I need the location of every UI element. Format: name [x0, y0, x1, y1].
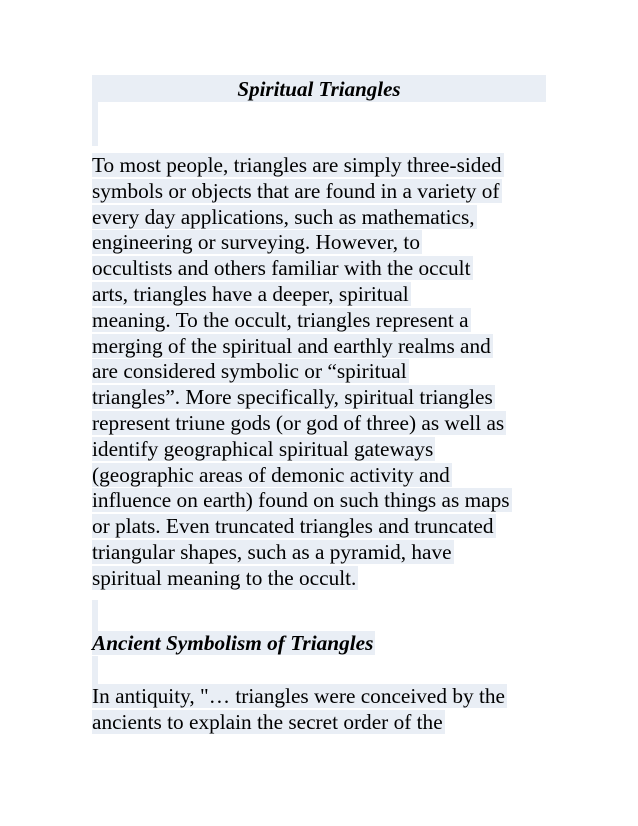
text-line: merging of the spiritual and earthly realms and	[92, 333, 491, 358]
text-line: engineering or surveying. However, to	[92, 230, 420, 255]
margin-highlight-bar	[92, 102, 98, 146]
text-line: spiritual meaning to the occult.	[92, 565, 357, 590]
margin-highlight-bar	[92, 656, 98, 686]
paragraph-intro	[92, 153, 548, 592]
paragraph-antiquity	[92, 684, 548, 736]
document-title: Spiritual Triangles	[237, 77, 401, 101]
text-line: occultists and others familiar with the occult	[92, 256, 471, 281]
text-line: every day applications, such as mathematics,	[92, 204, 475, 229]
text-line: represent triune gods (or god of three) as well as	[92, 410, 505, 435]
section-heading: Ancient Symbolism of Triangles	[92, 631, 374, 655]
text-line: To most people, triangles are simply three-sided	[92, 153, 502, 177]
text-line: (geographic areas of demonic activity and	[92, 462, 450, 487]
text-line: ancients to explain the secret order of the	[92, 709, 443, 734]
text-line: influence on earth) found on such things as maps	[92, 488, 510, 513]
text-line: In antiquity, "… triangles were conceived by the	[92, 684, 506, 708]
text-line: arts, triangles have a deeper, spiritual	[92, 281, 409, 306]
text-line: triangular shapes, such as a pyramid, have	[92, 539, 452, 564]
text-line: triangles”. More specifically, spiritual triangles	[92, 385, 493, 410]
text-line: symbols or objects that are found in a variety of	[92, 178, 500, 203]
text-line: identify geographical spiritual gateways	[92, 436, 434, 461]
text-line: or plats. Even truncated triangles and truncated	[92, 514, 494, 539]
text-line: are considered symbolic or “spiritual	[92, 359, 407, 384]
text-line: meaning. To the occult, triangles represent a	[92, 307, 469, 332]
